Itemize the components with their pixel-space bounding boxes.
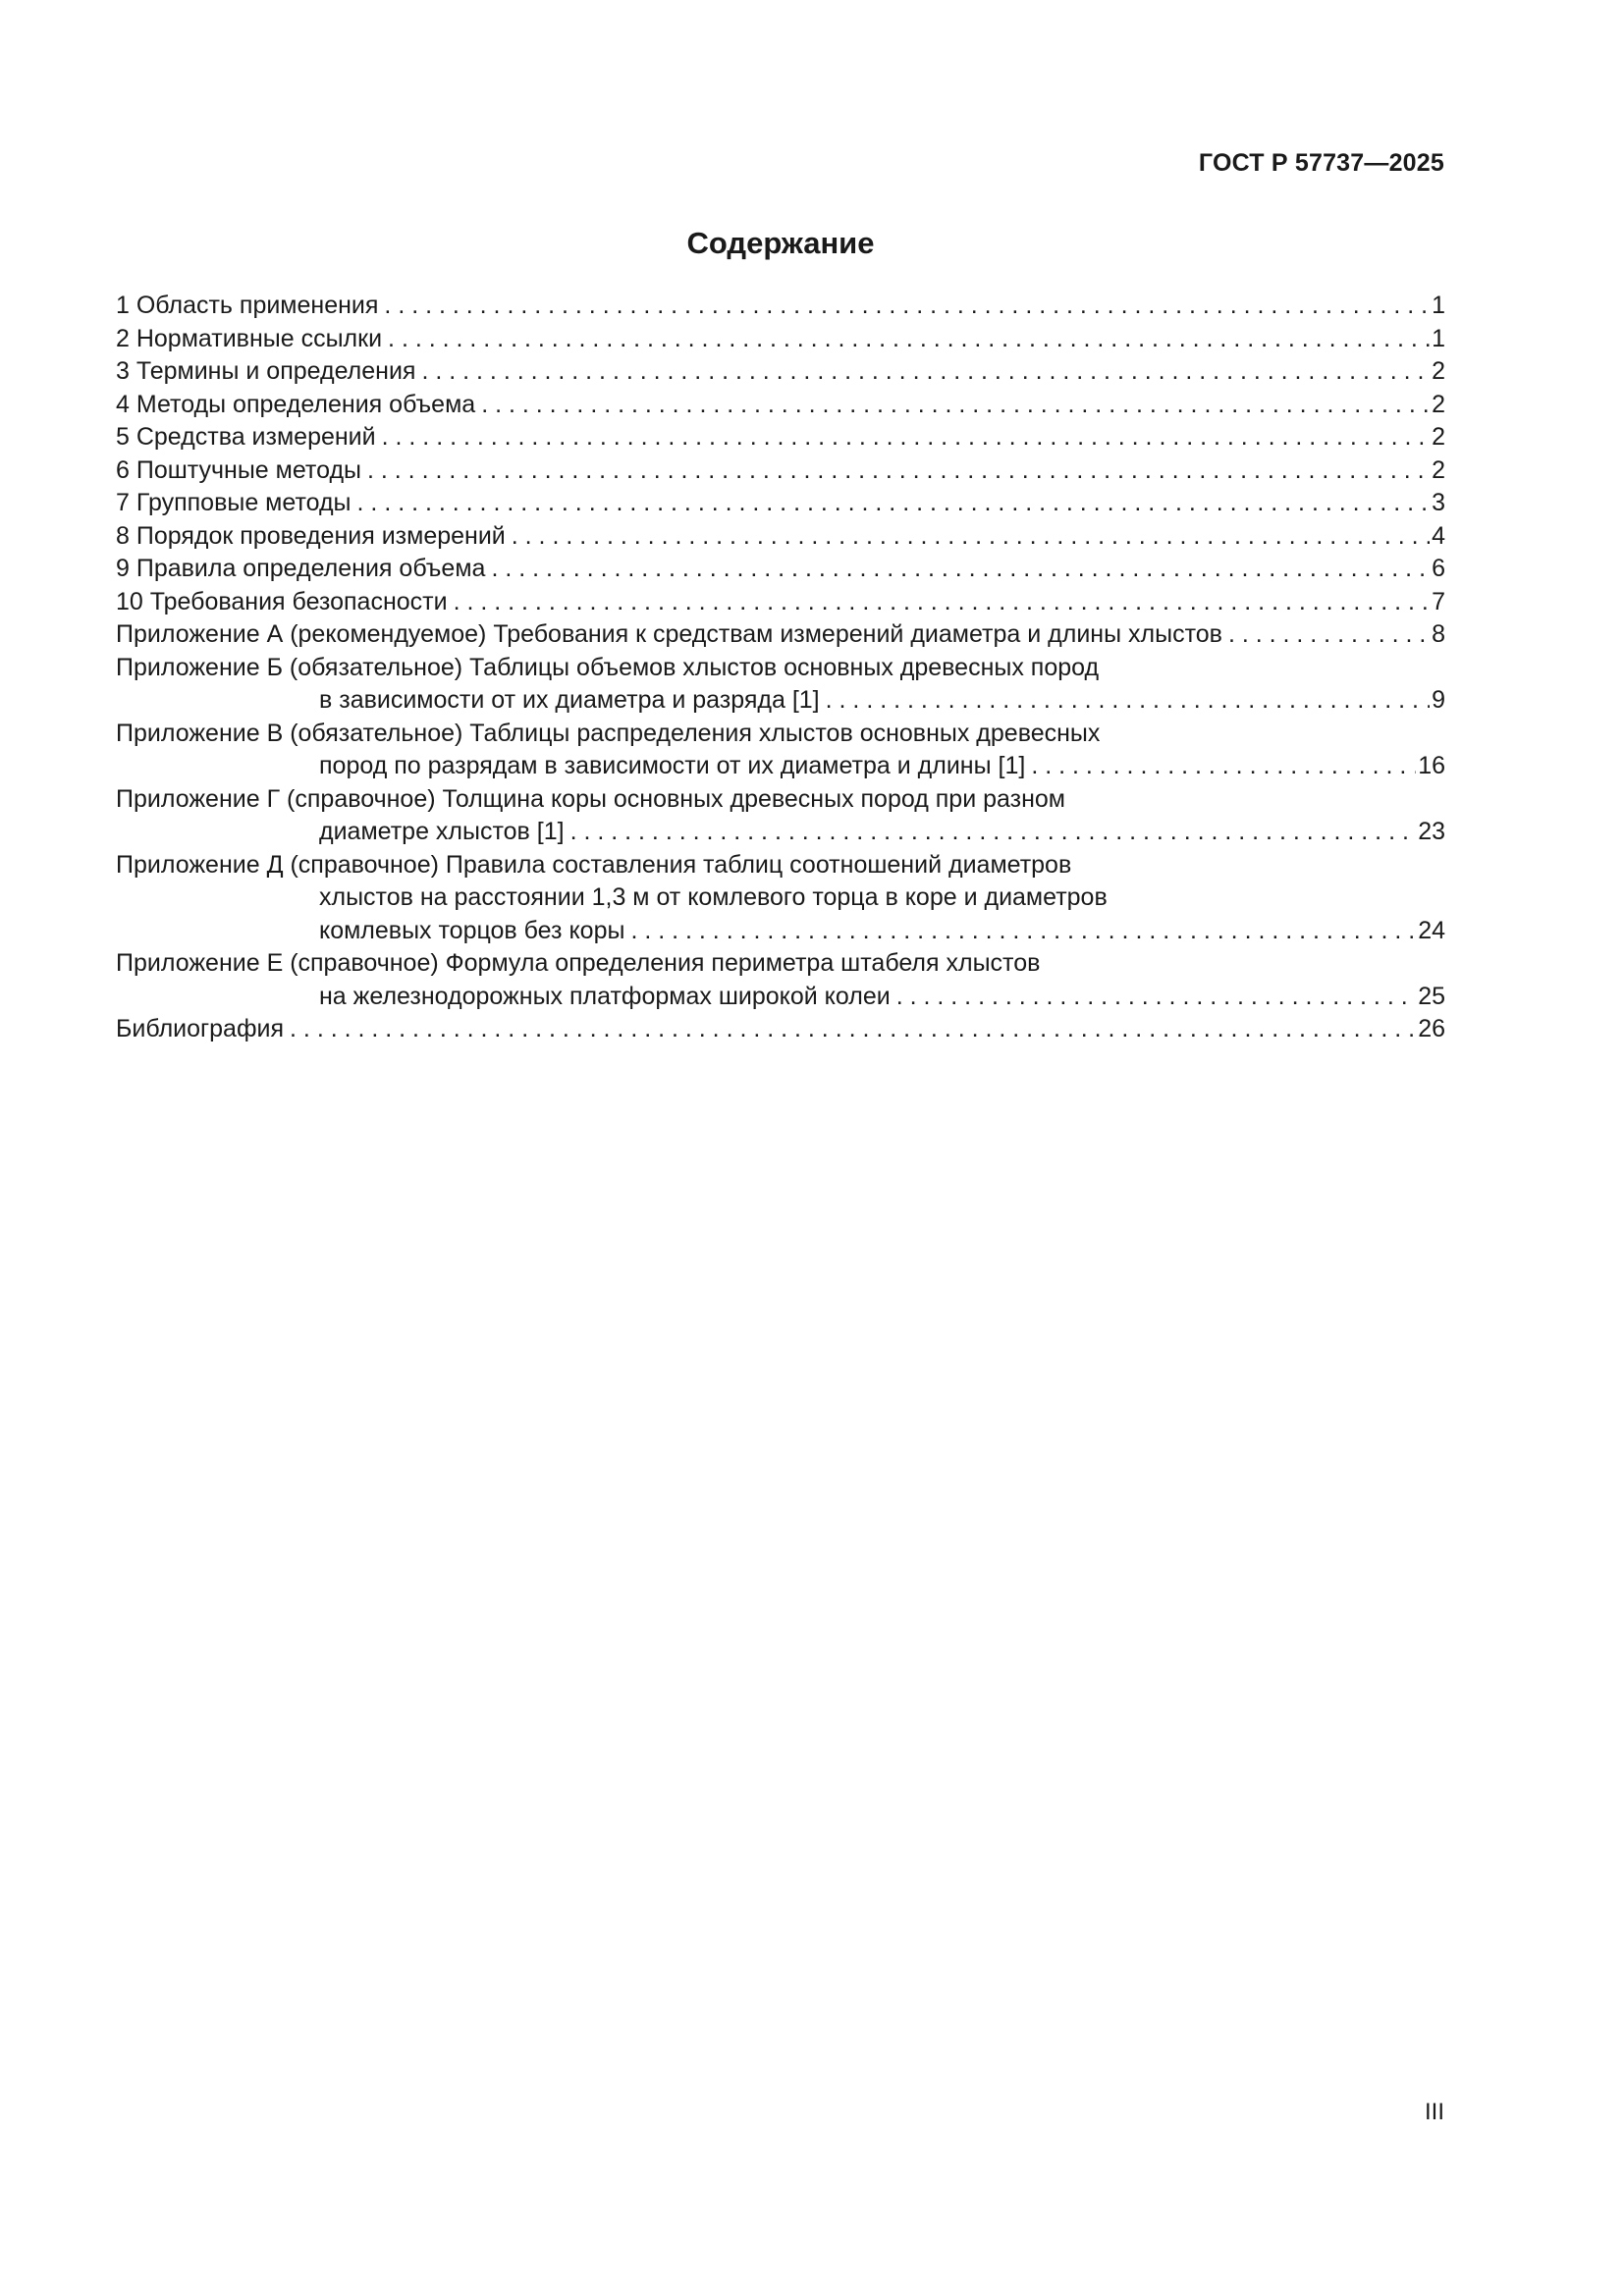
toc-entry-text: 1 Область применения [116, 292, 379, 319]
toc-entry-line [116, 816, 1445, 849]
toc-entry-line [116, 520, 1445, 554]
toc-entry-line [116, 323, 1445, 356]
toc-page-number: 16 [1418, 752, 1445, 779]
toc-entry-line [116, 421, 1445, 454]
toc-entry-line [116, 783, 1445, 817]
toc-leader-dots [826, 684, 1430, 718]
toc-entry-text: 7 Групповые методы [116, 489, 352, 516]
toc-page-number: 6 [1432, 555, 1445, 582]
toc-leader-dots [454, 586, 1431, 619]
toc-leader-dots [512, 520, 1430, 554]
toc-entry[interactable] [116, 718, 1445, 783]
toc-entry[interactable] [116, 355, 1445, 389]
toc-page-number: 7 [1432, 587, 1445, 615]
toc-entry-line [116, 553, 1445, 586]
toc-leader-dots [570, 816, 1417, 849]
toc-page-number: 2 [1432, 390, 1445, 418]
toc-entry[interactable] [116, 652, 1445, 718]
toc-entry-line [116, 981, 1445, 1014]
toc-page-number: 26 [1418, 1015, 1445, 1042]
toc-entry[interactable] [116, 947, 1445, 1013]
toc-leader-dots [367, 454, 1430, 488]
toc-page-number: 25 [1418, 982, 1445, 1010]
toc-entry-text: 3 Термины и определения [116, 357, 416, 385]
toc-entry-line [116, 290, 1445, 323]
toc-entry-text: в зависимости от их диаметра и разряда [1] [319, 686, 820, 714]
toc-entry-text: Библиография [116, 1015, 285, 1042]
table-of-contents [116, 290, 1445, 1046]
toc-leader-dots [481, 389, 1430, 422]
toc-entry[interactable] [116, 323, 1445, 356]
toc-entry-text: Приложение Б (обязательное) Таблицы объемов хлыстов основных древесных пород [116, 653, 1100, 681]
toc-entry[interactable] [116, 553, 1445, 586]
toc-entry-line [116, 718, 1445, 751]
toc-entry-line [116, 454, 1445, 488]
toc-page-number: 2 [1432, 423, 1445, 451]
toc-leader-dots [388, 323, 1430, 356]
toc-entry-text: Приложение Д (справочное) Правила составления таблиц соотношений диаметров [116, 850, 1072, 879]
toc-entry[interactable] [116, 783, 1445, 849]
toc-entry-line [116, 1013, 1445, 1046]
toc-entry[interactable] [116, 290, 1445, 323]
toc-page-number: 2 [1432, 455, 1445, 484]
toc-entry-line [116, 586, 1445, 619]
toc-entry[interactable] [116, 586, 1445, 619]
toc-page-number: 24 [1418, 916, 1445, 944]
toc-entry-line [116, 618, 1445, 652]
toc-page-number: 2 [1432, 357, 1445, 385]
toc-leader-dots [382, 421, 1430, 454]
toc-entry[interactable] [116, 1013, 1445, 1046]
toc-entry-text: хлыстов на расстоянии 1,3 м от комлевого торца в коре и диаметров [319, 883, 1108, 911]
toc-entry-line [116, 947, 1445, 981]
toc-entry-line [116, 355, 1445, 389]
toc-entry-line [116, 487, 1445, 520]
toc-entry-text: 6 Поштучные методы [116, 455, 361, 484]
toc-entry-text: 2 Нормативные ссылки [116, 324, 383, 352]
toc-leader-dots [630, 915, 1416, 948]
toc-leader-dots [896, 981, 1416, 1014]
toc-entry-text: пород по разрядам в зависимости от их диаметра и длины [1] [319, 752, 1026, 779]
toc-entry-text: диаметре хлыстов [1] [319, 818, 565, 845]
document-code: ГОСТ Р 57737—2025 [1198, 149, 1444, 177]
toc-entry-text: Приложение А (рекомендуемое) Требования к средствам измерений диаметра и длины хлыстов [116, 620, 1222, 648]
toc-entry-line [116, 684, 1445, 718]
toc-leader-dots [1228, 618, 1430, 652]
toc-entry[interactable] [116, 849, 1445, 948]
toc-entry[interactable] [116, 454, 1445, 488]
toc-entry-text: 8 Порядок проведения измерений [116, 521, 506, 550]
toc-leader-dots [1031, 750, 1416, 783]
toc-entry-text: 9 Правила определения объема [116, 555, 486, 582]
toc-leader-dots [491, 553, 1430, 586]
toc-entry[interactable] [116, 421, 1445, 454]
toc-entry-line [116, 652, 1445, 685]
toc-leader-dots [290, 1013, 1416, 1046]
toc-entry-text: на железнодорожных платформах широкой колеи [319, 982, 891, 1010]
toc-leader-dots [357, 487, 1431, 520]
toc-entry-text: 5 Средства измерений [116, 423, 376, 451]
toc-entry-text: Приложение Г (справочное) Толщина коры основных древесных пород при разном [116, 784, 1065, 813]
toc-title: Содержание [686, 226, 875, 260]
toc-entry-line [116, 915, 1445, 948]
toc-entry[interactable] [116, 520, 1445, 554]
toc-entry-text: 4 Методы определения объема [116, 390, 476, 418]
toc-page-number: 1 [1432, 324, 1445, 352]
toc-entry-line [116, 849, 1445, 882]
toc-entry[interactable] [116, 389, 1445, 422]
toc-entry-text: 10 Требования безопасности [116, 587, 448, 615]
toc-page-number: 23 [1418, 818, 1445, 845]
toc-entry-text: Приложение Е (справочное) Формула определения периметра штабеля хлыстов [116, 949, 1041, 977]
toc-page-number: 4 [1432, 521, 1445, 550]
toc-page-number: 1 [1432, 292, 1445, 319]
toc-leader-dots [421, 355, 1430, 389]
toc-entry[interactable] [116, 487, 1445, 520]
toc-page-number: 3 [1432, 489, 1445, 516]
page-number: III [1424, 2099, 1444, 2125]
toc-entry-text: комлевых торцов без коры [319, 916, 625, 944]
toc-entry-line [116, 881, 1445, 915]
toc-page-number: 9 [1432, 686, 1445, 714]
toc-entry[interactable] [116, 618, 1445, 652]
toc-entry-line [116, 750, 1445, 783]
toc-page-number: 8 [1432, 620, 1445, 648]
toc-leader-dots [384, 290, 1430, 323]
toc-entry-text: Приложение В (обязательное) Таблицы распределения хлыстов основных древесных [116, 719, 1101, 747]
toc-entry-line [116, 389, 1445, 422]
